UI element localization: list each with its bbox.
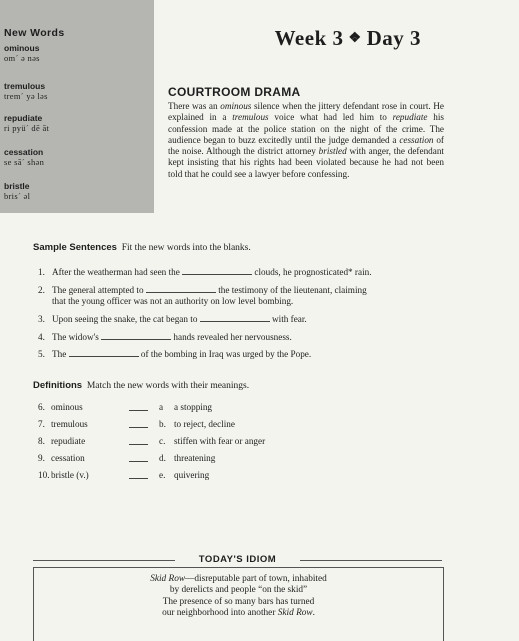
new-word: ominous <box>4 43 40 53</box>
pronunciation: bris´ əl <box>4 191 31 201</box>
pronunciation: se sā´ shən <box>4 157 45 167</box>
story-text: voice what had led him to <box>268 112 393 123</box>
fill-blank[interactable] <box>101 331 171 340</box>
definition-letter: a <box>159 402 164 412</box>
sentence-text: The widow's <box>52 332 99 342</box>
story-title: COURTROOM DRAMA <box>168 85 301 99</box>
story-keyword: ominous <box>220 101 252 111</box>
new-word: bristle <box>4 181 30 191</box>
idiom-definition-line <box>33 574 444 585</box>
sample-sentence <box>38 313 307 325</box>
story-keyword: tremulous <box>232 112 269 123</box>
sentence-number: 3. <box>38 314 45 324</box>
new-word-entry <box>4 113 49 133</box>
idiom-definition: by derelicts and people “on the skid” <box>169 585 308 596</box>
fill-blank[interactable] <box>182 266 252 275</box>
sentence-text: The general attempted to <box>52 285 144 295</box>
idiom-example-line <box>33 608 444 619</box>
idiom-definition: —disreputable part of town, inhabited <box>185 574 327 584</box>
story-text: silence when the jittery defendant rose in court. He explained in a <box>168 101 444 123</box>
definition-meaning: threatening <box>174 453 216 463</box>
sample-sentence <box>38 331 292 343</box>
fill-blank[interactable] <box>69 348 139 357</box>
story-text: of the noise. Although the district attorney <box>168 134 444 157</box>
section-title: Sample Sentences <box>33 242 117 253</box>
section-instruction: Match the new words with their meanings. <box>86 381 250 391</box>
definition-number: 10. <box>38 470 50 480</box>
idiom-example: The presence of so many bars has turned <box>162 596 315 607</box>
answer-blank[interactable] <box>129 427 148 428</box>
definition-meaning: quivering <box>174 470 210 480</box>
day-label: Day 3 <box>366 26 421 50</box>
sentence-number: 5. <box>38 349 45 359</box>
definition-letter: b. <box>159 419 166 429</box>
definition-letter: d. <box>159 453 166 463</box>
pronunciation: om´ ə nəs <box>4 53 40 63</box>
new-word: tremulous <box>4 81 46 91</box>
sentence-text: the testimony of the lieutenant, claiming <box>218 285 367 295</box>
new-word-entry <box>4 147 44 167</box>
week-day-header <box>275 26 421 51</box>
sentence-text: hands revealed her nervousness. <box>173 332 292 342</box>
definition-word: repudiate <box>51 436 86 446</box>
definition-word: cessation <box>51 453 85 463</box>
sample-sentences-heading <box>33 242 251 253</box>
sentence-number: 2. <box>38 285 45 295</box>
new-words-sidebar <box>0 0 154 213</box>
story-paragraph <box>168 101 444 180</box>
week-label: Week 3 <box>274 26 344 50</box>
fill-blank[interactable] <box>200 313 270 322</box>
divider <box>300 560 442 561</box>
definition-letter: c. <box>159 436 166 446</box>
definition-word: ominous <box>51 402 83 412</box>
new-words-heading: New Words <box>4 27 65 39</box>
sentence-text: that the young officer was not an authority on low level bombing. <box>52 296 294 307</box>
idiom-title: TODAY'S IDIOM <box>198 554 277 565</box>
definition-meaning: a stopping <box>174 402 213 412</box>
sample-sentence <box>38 284 367 308</box>
diamond-icon: ❖ <box>348 31 362 46</box>
answer-blank[interactable] <box>129 410 148 411</box>
sentence-number: 1. <box>38 267 45 277</box>
sentence-text: of the bombing in Iraq was urged by the Pope. <box>140 349 312 359</box>
answer-blank[interactable] <box>129 478 148 479</box>
sentence-text: Upon seeing the snake, the cat began to <box>52 314 198 324</box>
idiom-example: our neighborhood into another <box>162 607 278 618</box>
sample-sentence <box>38 266 372 278</box>
sentence-text: The <box>52 349 67 359</box>
new-word-entry <box>4 81 48 101</box>
sentence-number: 4. <box>38 332 45 342</box>
definition-letter: e. <box>159 470 166 480</box>
story-text: with anger, the defendant kept insisting that his rights had been violated because he had not been told that he could see a lawyer before confessing. <box>168 146 444 179</box>
new-word: repudiate <box>4 113 43 123</box>
pronunciation: trem´ yə ləs <box>4 91 48 101</box>
fill-blank[interactable] <box>146 284 216 293</box>
sample-sentence <box>38 348 311 360</box>
definition-number: 6. <box>38 402 45 412</box>
divider <box>33 560 175 561</box>
story-keyword: cessation <box>399 134 434 145</box>
story-text: his confession made at the police station on the night of the crime. The audience began to buzz excitedly until the judge demanded a <box>168 112 444 145</box>
definition-number: 7. <box>38 419 45 429</box>
definition-word: tremulous <box>51 419 88 429</box>
definitions-heading <box>33 380 249 391</box>
answer-blank[interactable] <box>129 461 148 462</box>
story-keyword: repudiate <box>392 112 428 123</box>
sentence-text: with fear. <box>272 314 307 324</box>
idiom-example: . <box>312 607 315 618</box>
idiom-term: Skid Row <box>150 574 186 584</box>
idiom-body <box>33 574 444 619</box>
new-word-entry <box>4 181 30 201</box>
section-instruction: Fit the new words into the blanks. <box>121 243 251 253</box>
definition-word: bristle (v.) <box>51 470 89 480</box>
story-text: There was an <box>168 101 221 111</box>
definition-number: 9. <box>38 453 45 463</box>
pronunciation: ri pyü´ dē āt <box>4 123 50 133</box>
sentence-text: After the weatherman had seen the <box>52 267 180 277</box>
answer-blank[interactable] <box>129 444 148 445</box>
new-word-entry <box>4 43 40 63</box>
new-word: cessation <box>4 147 44 157</box>
sentence-text: clouds, he prognosticated* rain. <box>254 267 372 277</box>
definition-number: 8. <box>38 436 45 446</box>
section-title: Definitions <box>33 380 83 391</box>
idiom-term: Skid Row <box>277 607 313 618</box>
definition-meaning: to reject, decline <box>174 419 235 429</box>
story-keyword: bristled <box>318 146 347 157</box>
definition-meaning: stiffen with fear or anger <box>174 436 266 446</box>
idiom-heading <box>175 554 300 565</box>
